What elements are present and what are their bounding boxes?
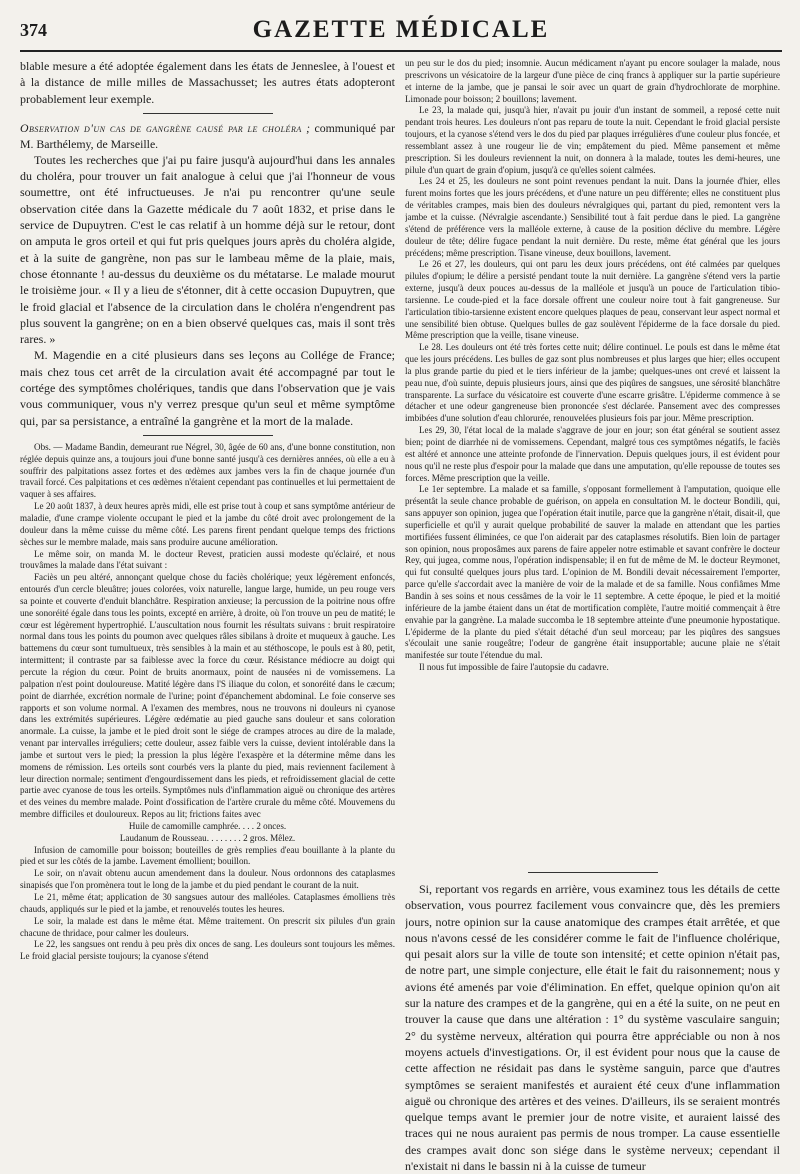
observation-paragraph: Le 21, même état; application de 30 sangsues autour des malléoles. Cataplasmes émolliens très chauds, appliqués sur le pied et la jambe, et renouvelés toutes les heures. xyxy=(20,892,395,914)
observation-paragraph: Le 20 août 1837, à deux heures après midi, elle est prise tout à coup et sans symptôme antérieur de maladie, d'une crampe violente occupant le pied et la jambe du côté droit avec prolongement de la douleur dans la même cuisse du même côté. Les parens firent pendant quelque temps des frictions sèches sur le membre malade, mais sans produire aucune amélioration. xyxy=(20,501,395,547)
observation-paragraph: Les 24 et 25, les douleurs ne sont point revenues pendant la nuit. Dans la journée d'hier, elles furent moins fortes que les jours précédens, et d'une nature un peu différente; elles ne constituent plus de véritables crampes, mais bien des douleurs névralgiques qui, partant du pied, remontent vers la jambe et la cuisse. (Névralgie ascendante.) Sensibilité tout à fait perdue dans le pied. La gangrène s'étend de préférence vers la malléole externe, à cause de la position déclive du membre. Légère douleur de tête; délire fugace pendant la nuit dernière. Du reste, même état général que les jours précédens; même prescription. Tisane vineuse, deux bouillons, lavement. xyxy=(405,176,780,258)
observation-paragraph: Les 29, 30, l'état local de la malade s'aggrave de jour en jour; son état général se soutient assez bien; point de diarrhée ni de vomissemens. Cependant, malgré tous ces symptômes négatifs, le faciès est altéré et annonce une atteinte profonde de l'innervation. Depuis quelques jours, il est évident pour nous qu'il ne reste plus d'espoir pour la malade que dans une amputation, qu'elle repousse de toutes ses forces. Même prescription que la veille. xyxy=(405,425,780,483)
article-heading-caps: Observation d'un cas de gangrène causé par le choléra ; xyxy=(20,120,311,135)
page-header xyxy=(20,14,782,52)
intro-paragraph: blable mesure a été adoptée également dans les états de Jenneslee, à l'ouest et à la distance de mille milles de Massachusset; les autres états adopteront probablement leur exemple. xyxy=(20,59,395,106)
observation-paragraph: Le 22, les sangsues ont rendu à peu près dix onces de sang. Les douleurs sont toujours les mêmes. Le froid glacial persiste toujours; la cyanose s'étend xyxy=(20,939,395,962)
paragraph: Toutes les recherches que j'ai pu faire jusqu'à aujourd'hui dans les annales du choléra, pour trouver un fait analogue à celui que j'ai l'honneur de vous soumettre, ont été infructueuses. Je n'ai pu rencontrer qu'une seule observation citée dans la Gazette médicale du 7 août 1832, et prise dans le service de Dupuytren. C'est le cas relatif à un homme déjà sur le retour, dont on amputa le gros orteil et qui fut pris quelques jours après du choléra algide, et à la suite de gangrène, non pas sur le lambeau même de la plaie, mais, chose étonnante ! au-dessus du deuxième os du métatarse. Le malade mourut le troisième jour. « Il y a lieu de s'étonner, dit à cette occasion Dupuytren, que le froid glacial et l'absence de la circulation dans le choléra n'engendrent pas plus souvent la gangrène; on en a bien observé quelques cas, mais il sont très rares. » xyxy=(20,152,395,347)
observation-paragraph: Le soir, on n'avait obtenu aucun amendement dans la douleur. Nous ordonnons des cataplasmes sinapisés que l'on promènera tout le long de la jambe et du pied pendant le courant de la nuit. xyxy=(20,868,395,891)
article-heading-rest: communiqué par M. Barthélemy, de Marseille. xyxy=(20,120,395,151)
masthead-title: GAZETTE MÉDICALE xyxy=(252,16,550,43)
divider xyxy=(143,113,273,114)
left-column xyxy=(20,58,395,1174)
observation-paragraph: Le même soir, on manda M. le docteur Revest, praticien aussi modeste qu'éclairé, et nous trouvâmes la malade dans l'état suivant : xyxy=(20,548,395,571)
observation-paragraph: Le soir, la malade est dans le même état. Même traitement. On prescrit six pilules d'un grain chacune de thridace, pour calmer les douleurs. xyxy=(20,915,395,938)
observation-paragraph: un peu sur le dos du pied; insomnie. Aucun médicament n'ayant pu encore soulager la malade, nous prescrivons un vésicatoire de la largeur d'une pièce de cinq francs à appliquer sur la partie supérieure et interne de la jambe, que je pansai le soir avec un quart de grain d'hydrochlorate de morphine. Limonade pour boisson; 2 bouillons; lavement. xyxy=(405,58,780,104)
divider xyxy=(528,872,658,873)
right-column xyxy=(405,58,780,1174)
observation-paragraph: Le 1er septembre. La malade et sa famille, s'opposant formellement à l'amputation, quoique elle présentât la seule chance probable de guérison, on appela en consultation M. le docteur Bondili, qui, sans appuyer son opinion, jugea que l'opération était inutile, parce que la gangrène n'était, disait-il, que superficielle et qu'il y aurait quelque probabilité de sauver la malade en attendant que les parties mortifiées fussent éliminées, ce que l'on aiderait par des cataplasmes résolutifs. Bien loin de partager son opinion, nous proposâmes aux parens de faire appeler notre estimable et savant confrère le docteur Rey, qui jugea, comme nous, l'opération indispensable; il en fut de même de M. le docteur Reymonet, qui fut consulté quelques jours plus tard. L'opinion de M. Bondili devait nécessairement l'emporter, parce qu'elle s'accordait avec la manière de voir de la malade et de sa famille. Nous confiâmes Mme Bandin à ses soins et nous cessâmes de la voir le 11 septembre. A cette époque, le pied et la moitié inférieure de la jambe étaient dans un état de mortification complète, l'autre moitié commençait à être envahie par la gangrène. La malade succomba le 18 septembre atteinte d'une pneumonie hypostatique. L'épiderme de la plante du pied s'était détaché d'un seul morceau; par les piqûres des sangsues s'écoulait une sanie rougeâtre; l'odeur de gangrène était insupportable; aucune plaie ne s'était manifestée sur toute l'étendue du mal. xyxy=(405,484,780,661)
prescription-line: Huile de camomille camphrée. . . . 2 onces. xyxy=(128,820,287,831)
observation-paragraph: Il nous fut impossible de faire l'autopsie du cadavre. xyxy=(419,662,609,673)
prescription-line: Laudanum de Rousseau. . . . . . . . 2 gros. Mêlez. xyxy=(119,832,296,843)
commentary-paragraph: Si, reportant vos regards en arrière, vous examinez tous les détails de cette observation, vous pourrez facilement vous convaincre que, dès les premiers jours, notre opinion sur la cause anatomique des crampes était arrêtée, et que nous n'avons cessé de les considérer comme le fait de l'influence cholérique, qui pesait alors sur la ville de toute son intensité; et cette opinion n'était pas, de notre part, une simple conjecture, elle était le fait du raisonnement; nous y avions été amenés par voie d'élimination. En effet, quelque opinion qu'on ait sur la nature des crampes et de la gangrène, qui en a été la suite, on ne peut en trouver la cause que dans une altération : 1° du système vasculaire sanguin; 2° du système nerveux, altération qui pourra être appréciable ou non à nos moyens actuels d'investigations. Or, il est évident pour nous que la cause de cette affection ne résidait pas dans le système sanguin, parce que d'autres symptômes se seraient manifestés et auraient été ceux d'une inflammation aiguë ou chronique des artères et des veines. D'ailleurs, ils se seraient montrés quelque temps avant le premier jour de notre visite, et auraient laissé des traces qui ne nous auraient pas permis de nous tromper. La cause essentielle des crampes avait donc son siége dans le système nerveux; cependant il n'existait ni dans le bassin ni à la cuisse de tumeur xyxy=(405,882,780,1174)
article-heading xyxy=(20,120,395,152)
observation-paragraph: Infusion de camomille pour boisson; bouteilles de grès remplies d'eau bouillante à la plante du pied et sur les côtés de la jambe. Lavement émollient; bouillon. xyxy=(20,844,395,867)
right-observation-block xyxy=(405,58,780,866)
observation-paragraph: Le 28. Les douleurs ont été très fortes cette nuit; délire continuel. Le pouls est dans le même état que les jours précédens. Les bulles de gaz sont plus nombreuses et plus larges que hier; elles occupent la plus grande partie du pied et le tiers inférieur de la jambe; quelques-unes ont crevé et laissent la peau nue, d'où suinte, depuis plusieurs jours, ainsi que des piqûres de sangsues, une sérosité blanchâtre transparente. La surface du vésicatoire est couverte d'une escarre grisâtre. L'épiderme commence à se détacher et une odeur gangreneuse bien prononcée s'est déclarée. Pansement avec des compresses imbibées d'une solution d'eau chlorurée, renouvelées plusieurs fois par jour. Même prescription. xyxy=(405,342,780,424)
observation-paragraph: Obs. — Madame Bandin, demeurant rue Négrel, 30, âgée de 60 ans, d'une bonne constitution, non réglée depuis quinze ans, a toujours joui d'une bonne santé jusqu'à ces dernières années, où elle a eu à souffrir des palpitations assez fortes et des œdèmes aux jambes vers la fin de chaque journée d'un travail forcé. Ces palpitations et ces œdèmes n'étaient cependant pas continuelles et lui permettaient de vaquer à ses affaires. xyxy=(20,441,395,500)
divider xyxy=(143,435,273,436)
text-columns xyxy=(20,52,782,1174)
paragraph: M. Magendie en a cité plusieurs dans ses leçons au Collége de France; mais chez tous cet arrêt de la circulation avait été accompagné par tout le cortége des symptômes cholériques, tandis que dans l'observation que je vais vous communiquer, vous n'y verrez presque qu'un seul et même symptôme qui, par sa persistance, a entraîné la gangrène et la mort de la malade. xyxy=(20,348,395,428)
observation-paragraph: Le 23, la malade qui, jusqu'à hier, n'avait pu jouir d'un instant de sommeil, a reposé cette nuit pendant trois heures. Les douleurs n'ont pas reparu de toute la nuit. Cependant le froid glacial persiste toujours, et la cyanose s'étend vers le dos du pied par plaques irrégulières d'une couleur plus foncée, et ressemblant assez à une rougeur lie de vin; empâtement du pied. Même pansement et même prescription. Si les douleurs reviennent la nuit, on donnera à la malade, toutes les demi-heures, une pilule d'un quart de grain d'opium, jusqu'à ce qu'elles soient calmées. xyxy=(405,105,780,175)
observation-paragraph: Faciès un peu altéré, annonçant quelque chose du faciès cholérique; yeux légèrement enfoncés, entourés d'un cercle bleuâtre; joues colorées, voix naturelle, langue large, humide, un peu rouge vers sa pointe et couverte d'enduit blanchâtre. Respiration anxieuse; la percussion de la poitrine nous offre une sonoréité égale dans tous les points, excepté en arrière, à droite, où l'on trouve un peu de matité; le cœur est légèrement hypertrophié. L'auscultation nous fournit les résultats suivans : bruit respiratoire normal dans tous les points du poumon avec quelques râles sibilans à droite et muqueux à gauche. Les battemens du cœur sont tumultueux, très sensibles à la main et au stéthoscope, le pouls est à 80, petit, intermittent; il contraste par sa faiblesse avec la force du cœur. Résistance médiocre au doigt qui percute la région du cœur. Point de bruits anormaux, point de nausées ni de vomissemens. La palpation n'est point douloureuse. Matité légère dans l'S iliaque du colon, et sonoréité dans le cæcum; point de diarrhée, excrétion normale de l'urine; point d'épanchement abdominal. Le foie conserve ses rapports et son volume normal. A l'examen des membres, nous ne trouvons ni douleurs ni cyanose dans les extrémités supérieures. Légère œdématie au pied gauche sans douleur et sans coloration anormale. La cuisse, la jambe et le pied droit sont le siége de crampes atroces au dire de la malade, venant par intervalles irréguliers; cette douleur, assez faible vers la cuisse, devient intolérable dans la jambe et surtout vers le pied; la pression la plus légère l'exaspère et la détermine même dans les momens de rémission. Les orteils sont courbés vers la plante du pied, mais reviennent facilement à leur direction normale; sentiment d'engourdissement dans les pieds, et refroidissement glacial de cette partie avec cyanose de tous les orteils. Symptômes nuls d'inflammation aiguë ou chronique des artères et des veines du membre malade. Point d'ossification de l'artère crurale du même côté. Mouvemens du membre difficiles et douloureux. Repos au lit; frictions faites avec xyxy=(20,572,395,820)
page-number: 374 xyxy=(20,20,47,40)
observation-paragraph: Le 26 et 27, les douleurs, qui ont paru les deux jours précédens, ont été calmées par quelques pilules d'opium; le délire a persisté pendant toute la nuit dernière. La gangrène s'étend vers la partie externe, jusqu'à deux pouces au-dessus de la malléole et jusqu'à un pouce de l'articulation tibio-tarsienne. Le coude-pied et la face dorsale offrent une couleur noire tout à fait gangreneuse. Sur l'articulation tibio-tarsienne existent encore quelques plaques de peau, conservant leur aspect normal et une sensibilité bien obtuse. Quelques bulles de gaz soulèvent l'épiderme de la face dorsale du pied. Même prescription que la veille, tisane vineuse. xyxy=(405,259,780,341)
